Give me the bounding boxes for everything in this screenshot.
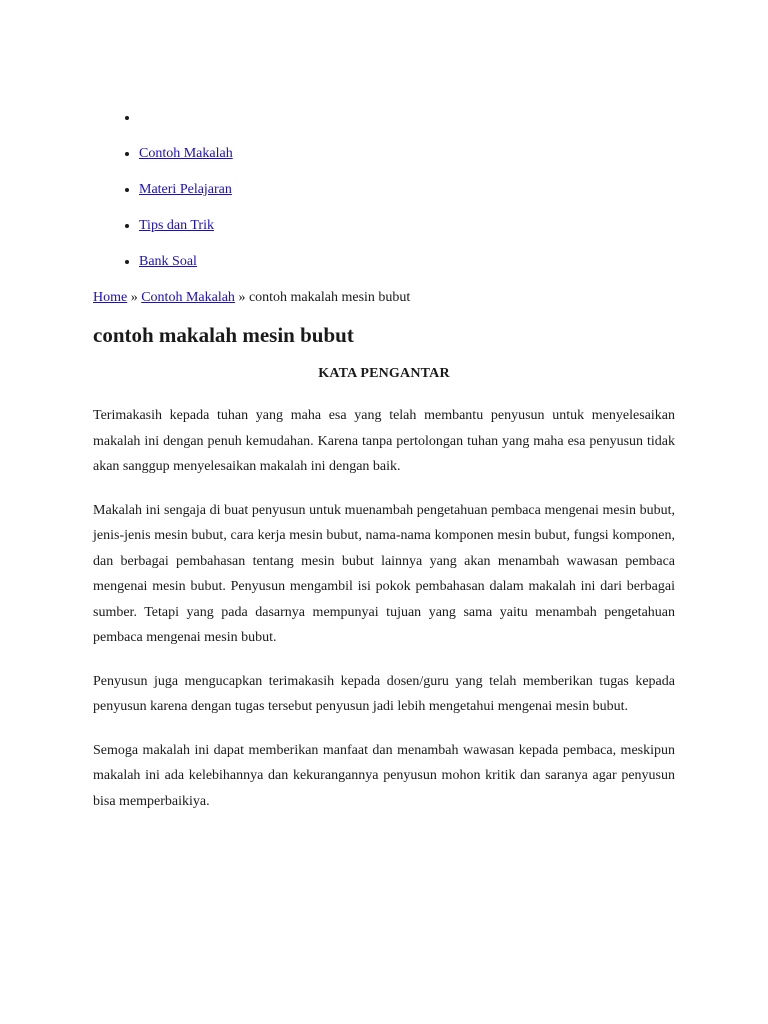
nav-item-materi-pelajaran — [139, 180, 675, 216]
nav-item-tips-dan-trik — [139, 216, 675, 252]
nav-item-contoh-makalah — [139, 144, 675, 180]
paragraph: Penyusun juga mengucapkan terimakasih kepada dosen/guru yang telah memberikan tugas kepada penyusun karena dengan tugas tersebut penyusun jadi lebih mengetahui mengenai mesin bubut. — [93, 673, 675, 714]
nav-link-materi-pelajaran[interactable]: Materi Pelajaran — [139, 182, 232, 197]
nav-link-tips-dan-trik[interactable]: Tips dan Trik — [139, 218, 214, 233]
breadcrumb — [93, 289, 410, 307]
nav-link-contoh-makalah[interactable]: Contoh Makalah — [139, 146, 233, 161]
paragraph: Terimakasih kepada tuhan yang maha esa yang telah membantu penyusun untuk menyelesaikan makalah ini dengan penuh kemudahan. Karena tanpa pertolongan tuhan yang maha esa penyusun tidak akan sanggup menyelesaikan makalah ini dengan baik. — [93, 408, 675, 474]
nav-menu — [93, 108, 675, 288]
paragraph: Makalah ini sengaja di buat penyusun untuk muenambah pengetahuan pembaca mengenai mesin bubut, jenis-jenis mesin bubut, cara kerja mesin bubut, nama-nama komponen mesin bubut, fungsi komponen, dan berbagai pembahasan tentang mesin bubut lainnya yang akan menambah wawasan pembaca mengenai mesin bubut. Penyusun mengambil isi pokok pembahasan dalam makalah ini dari berbagai sumber. Tetapi yang pada dasarnya mempunyai tujuan yang sama yaitu menambah pengetahuan pembaca mengenai mesin bubut. — [93, 502, 675, 645]
breadcrumb-current: contoh makalah mesin bubut — [248, 290, 411, 305]
breadcrumb-home-link[interactable]: Home — [93, 290, 128, 305]
article-body — [93, 403, 675, 832]
nav-item-empty — [139, 108, 675, 144]
paragraph: Semoga makalah ini dapat memberikan manfaat dan menambah wawasan kepada pembaca, meskipun makalah ini ada kelebihannya dan kekurangannya penyusun mohon kritik dan saranya agar penyusun bisa memperbaikiya. — [93, 742, 675, 809]
breadcrumb-separator: » — [234, 290, 249, 305]
breadcrumb-separator: » — [127, 290, 142, 305]
nav-link-bank-soal[interactable]: Bank Soal — [139, 254, 197, 269]
article-title: contoh makalah mesin bubut — [93, 323, 354, 347]
breadcrumb-category-link[interactable]: Contoh Makalah — [141, 290, 235, 305]
section-heading: KATA PENGANTAR — [318, 366, 450, 381]
nav-item-bank-soal — [139, 252, 675, 288]
